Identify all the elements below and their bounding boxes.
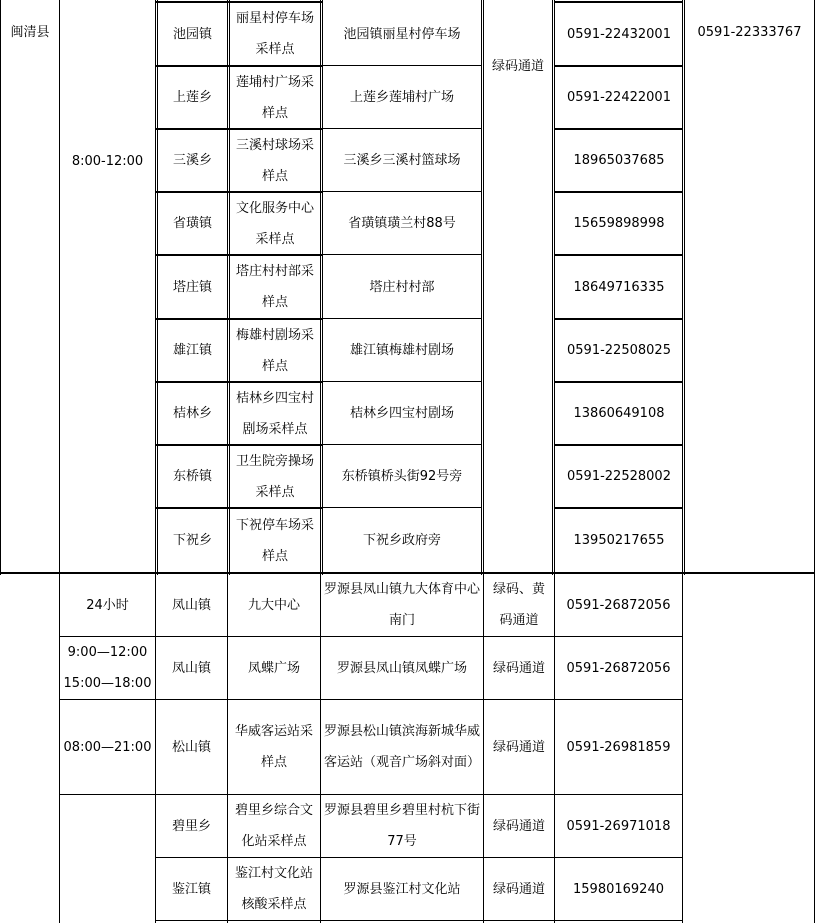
address-cell: 罗源县碧里乡碧里村杭下街77号	[324, 803, 481, 849]
hours-line-1: 9:00—12:00	[67, 645, 148, 660]
site-cell: 卫生院旁操场采样点	[235, 453, 314, 500]
service-hours: 8:00-12:00	[71, 153, 144, 169]
phone-cell: 0591-22528002	[567, 469, 671, 484]
channel-type: 绿码通道	[491, 58, 544, 74]
township-cell: 雄江镇	[172, 343, 212, 358]
address-cell: 池园镇丽星村停车场	[343, 26, 461, 42]
site-cell: 九大中心	[247, 597, 300, 613]
phone-cell: 0591-22422001	[567, 90, 671, 105]
township-cell: 碧里乡	[171, 818, 211, 834]
township-cell: 塔庄镇	[172, 279, 212, 295]
site-cell: 下祝停车场采样点	[235, 517, 314, 564]
address-cell: 雄江镇梅雄村剧场	[349, 343, 454, 358]
site-cell: 梅雄村剧场采样点	[235, 327, 314, 374]
phone-cell: 13860649108	[573, 406, 665, 421]
channel-cell: 绿码通道	[492, 818, 545, 834]
township-cell: 东桥镇	[172, 469, 212, 484]
site-cell: 华威客运站采样点	[234, 724, 313, 770]
phone-cell: 13950217655	[573, 533, 665, 548]
site-cell: 塔庄村村部采样点	[235, 264, 314, 310]
address-cell: 下祝乡政府旁	[362, 533, 441, 548]
township-cell: 鉴江镇	[171, 881, 211, 897]
phone-cell: 18649716335	[573, 279, 665, 295]
phone-cell: 15659898998	[573, 216, 665, 231]
phone-cell: 0591-26981859	[566, 739, 671, 755]
address-cell: 罗源县松山镇滨海新城华威客运站（观音广场斜对面）	[324, 724, 481, 770]
site-cell: 文化服务中心采样点	[235, 200, 314, 247]
site-cell: 三溪村球场采样点	[235, 137, 314, 184]
address-cell: 桔林乡四宝村剧场	[349, 406, 454, 421]
township-cell: 三溪乡	[172, 153, 212, 168]
address-cell: 塔庄村村部	[369, 279, 435, 295]
hours-cell	[60, 637, 155, 699]
township-cell: 省璜镇	[172, 216, 212, 231]
address-cell: 三溪乡三溪村篮球场	[343, 153, 461, 168]
channel-cell: 绿码通道	[492, 660, 545, 676]
address-cell: 罗源县鉴江村文化站	[343, 881, 461, 897]
phone-cell: 15980169240	[573, 881, 664, 897]
hours-cell: 24小时	[86, 597, 129, 613]
phone-cell: 18965037685	[573, 153, 665, 168]
hours-line-2: 15:00—18:00	[63, 676, 152, 691]
site-cell: 凤蝶广场	[247, 660, 300, 676]
channel-cell: 绿码、黄码通道	[492, 582, 545, 628]
site-cell: 桔林乡四宝村剧场采样点	[235, 390, 314, 437]
township-cell: 上莲乡	[172, 90, 212, 105]
hours-cell: 08:00—21:00	[63, 739, 152, 755]
address-cell: 省璜镇璜兰村88号	[348, 216, 456, 231]
address-cell: 东桥镇桥头街92号旁	[341, 469, 463, 484]
township-cell: 凤山镇	[171, 660, 211, 676]
township-cell: 池园镇	[172, 26, 212, 42]
channel-cell: 绿码通道	[492, 881, 545, 897]
site-cell: 丽星村停车场采样点	[235, 11, 314, 57]
address-cell: 罗源县凤山镇凤蝶广场	[336, 660, 467, 676]
phone-cell: 0591-26872056	[566, 597, 671, 613]
phone-cell: 0591-26872056	[566, 660, 671, 676]
site-cell: 碧里乡综合文化站采样点	[234, 803, 313, 849]
county-phone: 0591-22333767	[697, 24, 802, 40]
county-name: 闽清县	[10, 24, 50, 40]
address-cell: 罗源县凤山镇九大体育中心南门	[324, 582, 481, 628]
site-cell: 莲埔村广场采样点	[235, 74, 314, 121]
phone-cell: 0591-22432001	[567, 26, 671, 42]
site-cell: 鉴江村文化站核酸采样点	[234, 866, 313, 912]
phone-cell: 0591-22508025	[567, 343, 671, 358]
phone-cell: 0591-26971018	[566, 818, 671, 834]
township-cell: 松山镇	[171, 739, 211, 755]
township-cell: 凤山镇	[171, 597, 211, 613]
township-cell: 下祝乡	[172, 533, 212, 548]
channel-cell: 绿码通道	[492, 739, 545, 755]
township-cell: 桔林乡	[172, 406, 212, 421]
address-cell: 上莲乡莲埔村广场	[349, 90, 454, 105]
